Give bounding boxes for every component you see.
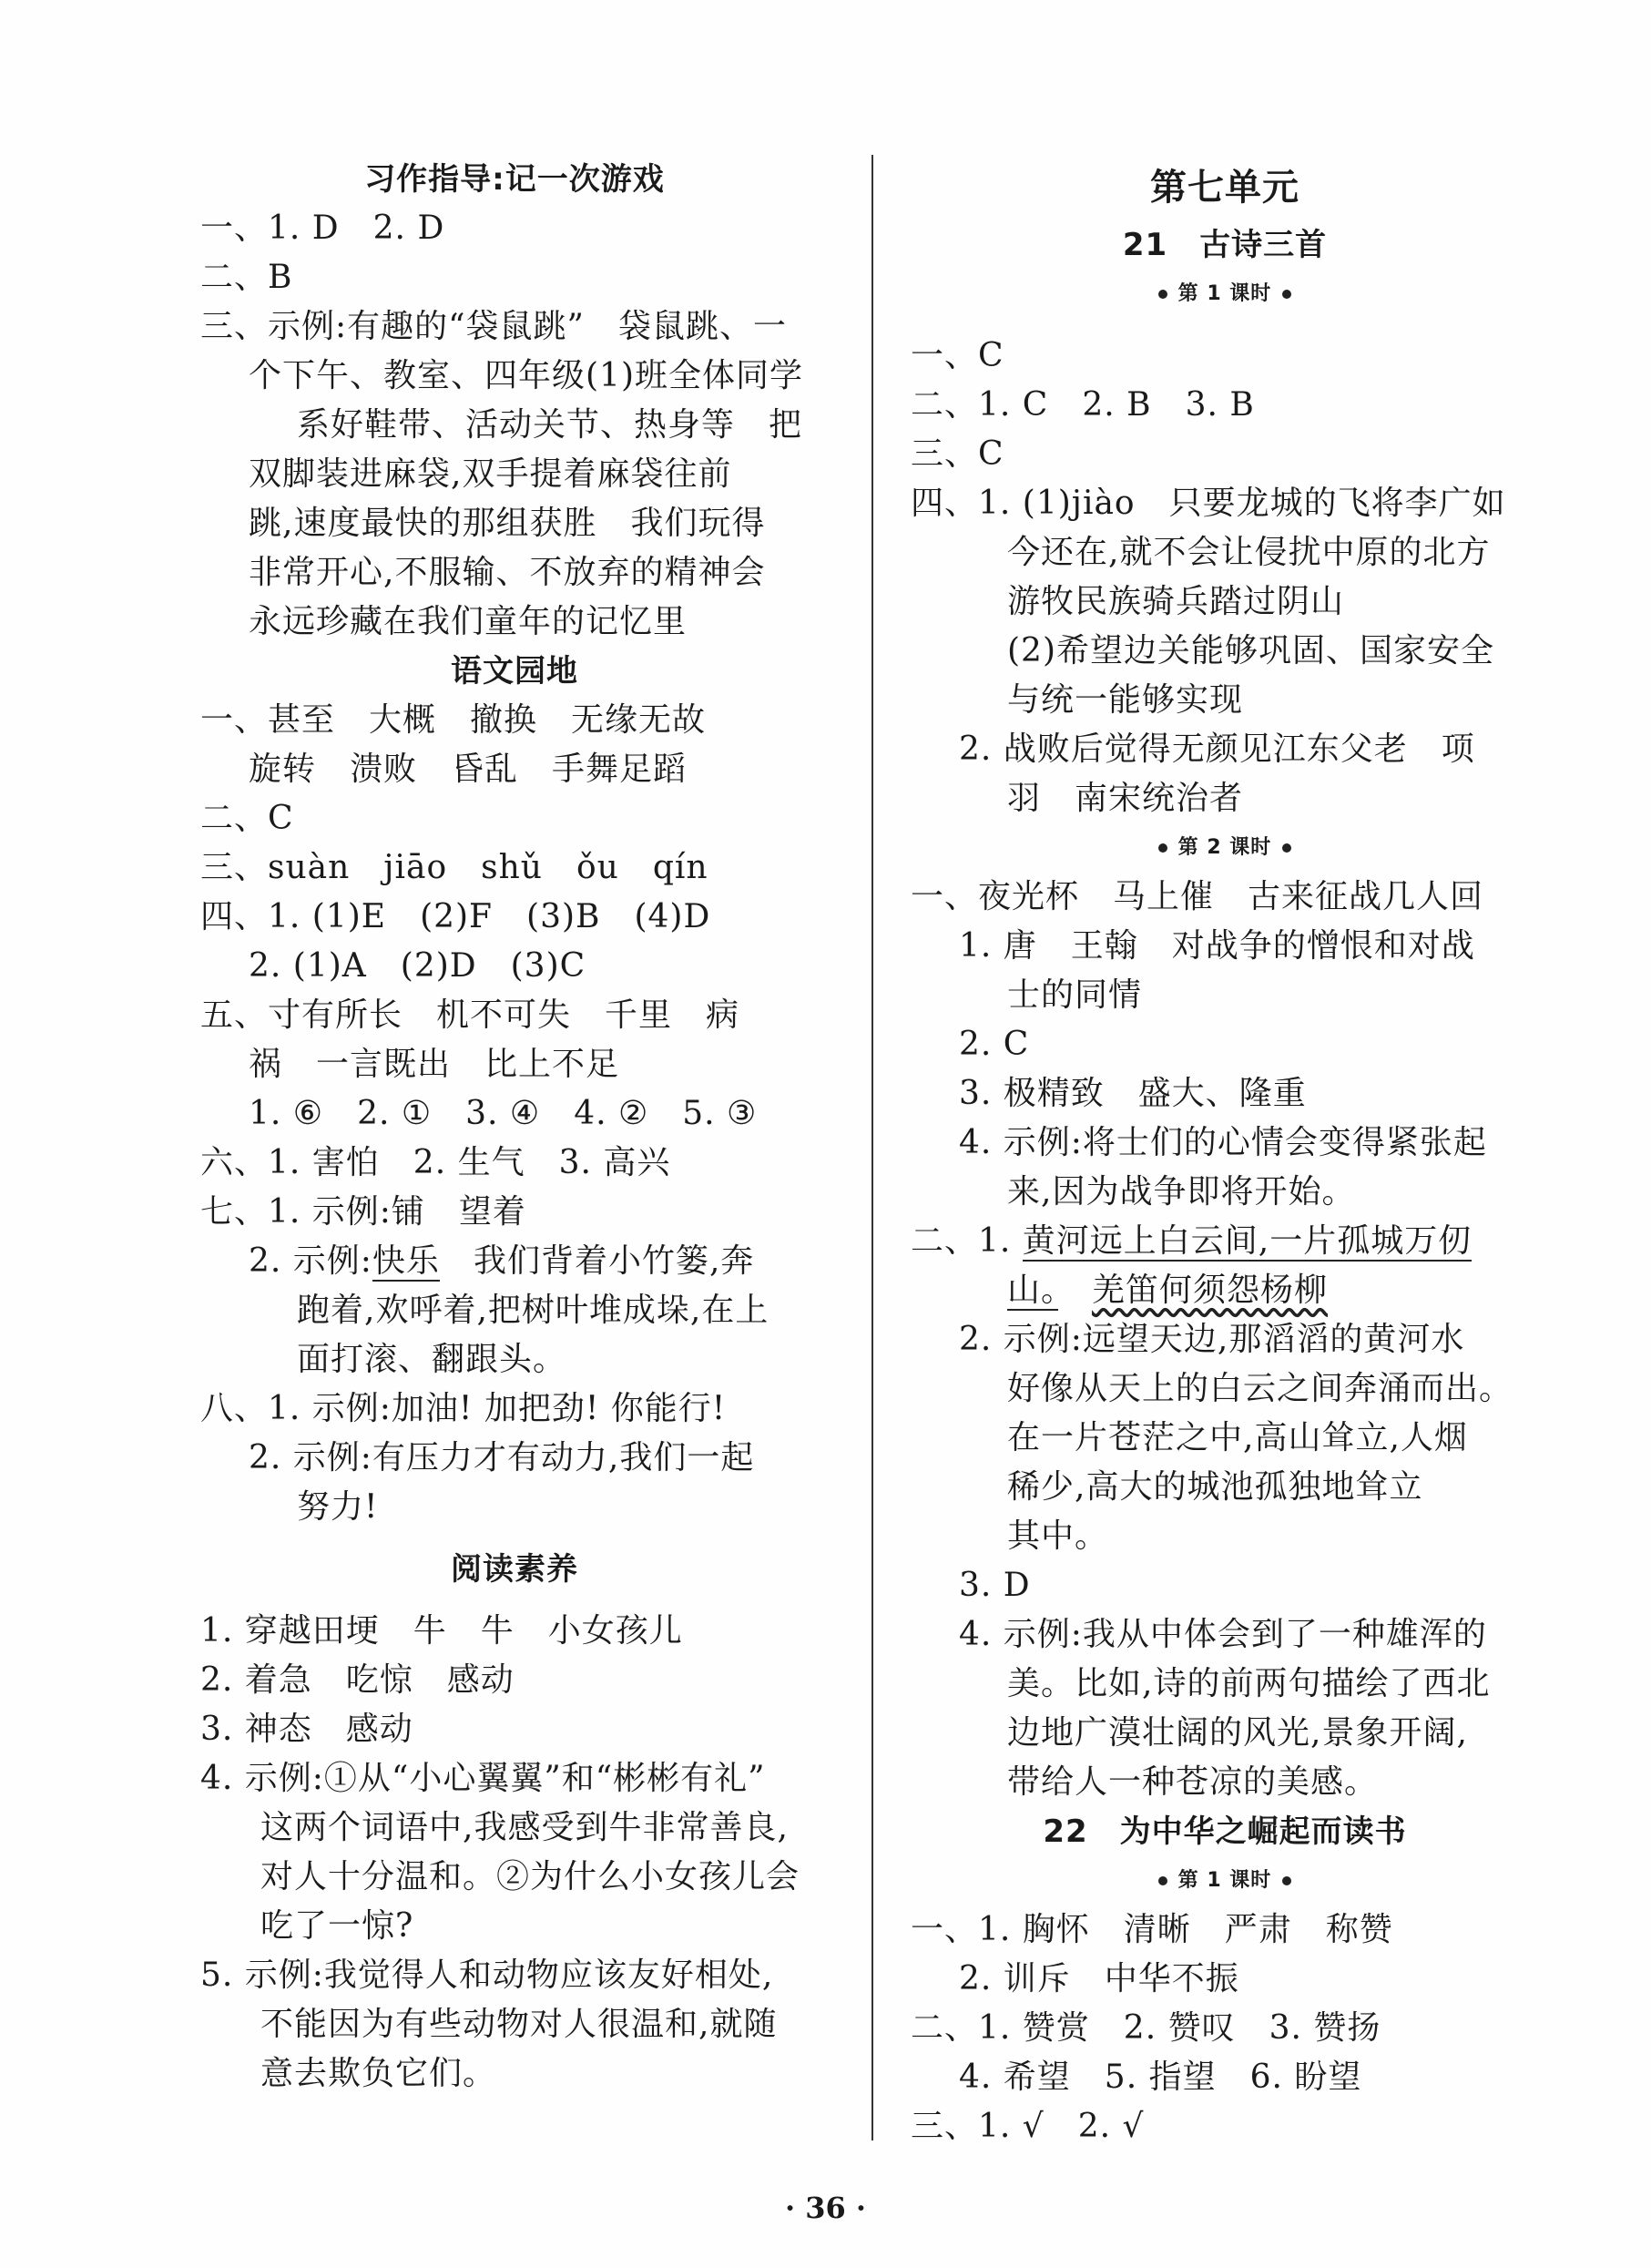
answer-line xyxy=(911,1266,1539,1315)
lesson-22-title: 22 为中华之崛起而读书 xyxy=(1043,1813,1407,1850)
answer-line: 好像从天上的白云之间奔涌而出。 xyxy=(1007,1370,1513,1407)
lesson-period-label: 第 2 课时 xyxy=(1177,836,1272,859)
answer-line: 一、夜光杯 马上催 古来征战几人回 xyxy=(911,878,1484,915)
answer-line: 2. 战败后觉得无颜见江东父老 项 xyxy=(959,730,1475,768)
section-title-writing-guide: 习作指导:记一次游戏 xyxy=(364,161,665,198)
answer-line: 五、寸有所长 机不可失 千里 病 xyxy=(200,996,740,1034)
answer-line: (2)希望边关能够巩固、国家安全 xyxy=(1007,632,1494,669)
answer-line: 不能因为有些动物对人很温和,就随 xyxy=(260,2006,778,2043)
answer-line: 跑着,欢呼着,把树叶堆成垛,在上 xyxy=(297,1292,769,1329)
lesson-period-label: 第 1 课时 xyxy=(1177,1869,1272,1892)
answer-line: 二、B xyxy=(200,259,293,296)
answer-line: 三、1. √ 2. √ xyxy=(911,2108,1145,2145)
bullet-dot xyxy=(1282,843,1291,853)
answer-line: 二、1. C 2. B 3. B xyxy=(911,386,1255,424)
answer-line: 与统一能够实现 xyxy=(1007,681,1244,719)
answer-line: 4. 示例:①从“小心翼翼”和“彬彬有礼” xyxy=(200,1760,766,1797)
underlined-poem-line: 黄河远上白云间,一片孤城万仞 xyxy=(1022,1222,1473,1260)
answer-text: 二、1. xyxy=(911,1222,1023,1260)
answer-line: 边地广漠壮阔的风光,景象开阔, xyxy=(1007,1714,1468,1752)
answer-line: 非常开心,不服输、不放弃的精神会 xyxy=(249,554,766,591)
answer-line xyxy=(911,1217,1539,1266)
answer-line: 个下午、教室、四年级(1)班全体同学 xyxy=(249,357,803,394)
bullet-dot xyxy=(1158,1876,1167,1885)
underlined-word: 快乐 xyxy=(372,1242,440,1280)
answer-line: 三、suàn jiāo shǔ ǒu qín xyxy=(200,849,708,886)
answer-line: 4. 示例:我从中体会到了一种雄浑的 xyxy=(959,1616,1487,1653)
answer-line: 吃了一惊? xyxy=(260,1907,414,1945)
answer-line: 双脚装进麻袋,双手提着麻袋往前 xyxy=(249,455,732,493)
answer-line: 三、示例:有趣的“袋鼠跳” 袋鼠跳、一 xyxy=(200,308,787,345)
answer-line: 2. 示例:有压力才有动力,我们一起 xyxy=(249,1439,755,1476)
answer-line: 跳,速度最快的那组获胜 我们玩得 xyxy=(249,505,766,542)
bullet-dot xyxy=(1282,290,1291,299)
answer-line: 在一片苍茫之中,高山耸立,人烟 xyxy=(1007,1419,1468,1456)
answer-line: 七、1. 示例:铺 望着 xyxy=(200,1193,526,1231)
answer-line: 其中。 xyxy=(1007,1517,1109,1555)
answer-line: 3. D xyxy=(959,1567,1031,1604)
answer-line: 稀少,高大的城池孤独地耸立 xyxy=(1007,1468,1423,1506)
answer-text: 2. 示例: xyxy=(249,1242,372,1280)
answer-line: 4. 示例:将士们的心情会变得紧张起 xyxy=(959,1124,1487,1161)
answer-line: 1. 穿越田埂 牛 牛 小女孩儿 xyxy=(200,1612,683,1650)
left-column xyxy=(200,155,829,2099)
answer-line: 四、1. (1)E (2)F (3)B (4)D xyxy=(200,898,711,935)
answer-line: 二、1. 赞赏 2. 赞叹 3. 赞扬 xyxy=(911,2009,1381,2047)
lesson-period-1 xyxy=(911,270,1539,319)
column-divider xyxy=(871,155,873,2140)
answer-line: 系好鞋带、活动关节、热身等 把 xyxy=(297,406,803,444)
answer-line: 5. 示例:我觉得人和动物应该友好相处, xyxy=(200,1956,774,1994)
answer-line: 六、1. 害怕 2. 生气 3. 高兴 xyxy=(200,1144,671,1181)
answer-line: 2. C xyxy=(959,1026,1030,1063)
lesson-21-title: 21 古诗三首 xyxy=(1122,227,1328,263)
answer-line: 2. 示例:远望天边,那滔滔的黄河水 xyxy=(959,1321,1465,1358)
wavy-underlined-poem-line: 羌笛何须怨杨柳 xyxy=(1092,1272,1329,1309)
answer-line: 带给人一种苍凉的美感。 xyxy=(1007,1763,1379,1801)
answer-line: 2. 训斥 中华不振 xyxy=(959,1960,1239,1997)
answer-line: 一、C xyxy=(911,337,1004,374)
answer-line: 美。比如,诗的前两句描绘了西北 xyxy=(1007,1665,1491,1702)
answer-line: 1. 唐 王翰 对战争的憎恨和对战 xyxy=(959,927,1475,965)
answer-line: 努力! xyxy=(297,1488,379,1526)
bullet-dot xyxy=(1158,843,1167,853)
answer-line: 4. 希望 5. 指望 6. 盼望 xyxy=(959,2059,1362,2096)
answer-line: 3. 极精致 盛大、隆重 xyxy=(959,1075,1307,1112)
lesson-period-2 xyxy=(911,823,1539,873)
answer-line: 永远珍藏在我们童年的记忆里 xyxy=(249,603,688,640)
answer-line: 祸 一言既出 比上不足 xyxy=(249,1046,620,1083)
section-title-reading-literacy: 阅读素养 xyxy=(451,1551,578,1588)
answer-line: 一、1. 胸怀 清晰 严肃 称赞 xyxy=(911,1911,1393,1948)
section-title-chinese-garden: 语文园地 xyxy=(451,653,578,690)
right-column xyxy=(911,155,1539,2151)
answer-line: 2. (1)A (2)D (3)C xyxy=(249,947,586,985)
answer-line: 对人十分温和。②为什么小女孩儿会 xyxy=(260,1858,800,1895)
answer-line: 今还在,就不会让侵扰中原的北方 xyxy=(1007,534,1491,571)
bullet-dot xyxy=(1158,290,1167,299)
lesson-period-label: 第 1 课时 xyxy=(1177,282,1272,305)
answer-line: 一、1. D 2. D xyxy=(200,209,445,247)
answer-line: 四、1. (1)jiào 只要龙城的飞将李广如 xyxy=(911,485,1506,522)
answer-line xyxy=(200,1237,829,1286)
answer-line: 旋转 溃败 昏乱 手舞足蹈 xyxy=(249,751,688,788)
answer-line: 二、C xyxy=(200,800,294,837)
answer-line: 八、1. 示例:加油! 加把劲! 你能行! xyxy=(200,1390,727,1427)
answer-line: 这两个词语中,我感受到牛非常善良, xyxy=(260,1809,789,1846)
answer-text: 我们背着小竹篓,奔 xyxy=(439,1242,755,1280)
answer-line: 3. 神态 感动 xyxy=(200,1711,413,1748)
underlined-poem-line: 山。 xyxy=(1007,1272,1059,1309)
unit-title: 第七单元 xyxy=(1150,167,1299,209)
answer-line: 1. ⑥ 2. ① 3. ④ 4. ② 5. ③ xyxy=(249,1095,758,1132)
answer-line: 面打滚、翻跟头。 xyxy=(297,1341,567,1378)
page-number: · 36 · xyxy=(784,2191,867,2225)
lesson-period-3 xyxy=(911,1856,1539,1905)
bullet-dot xyxy=(1282,1876,1291,1885)
answer-line: 2. 着急 吃惊 感动 xyxy=(200,1661,515,1699)
answer-line: 游牧民族骑兵踏过阴山 xyxy=(1007,583,1345,620)
answer-line: 士的同情 xyxy=(1007,976,1143,1014)
answer-line: 一、甚至 大概 撤换 无缘无故 xyxy=(200,701,707,739)
answer-line: 三、C xyxy=(911,435,1004,473)
answer-line: 羽 南宋统治者 xyxy=(1007,780,1244,817)
answer-line: 来,因为战争即将开始。 xyxy=(1007,1173,1356,1211)
answer-line: 意去欺负它们。 xyxy=(260,2055,497,2092)
